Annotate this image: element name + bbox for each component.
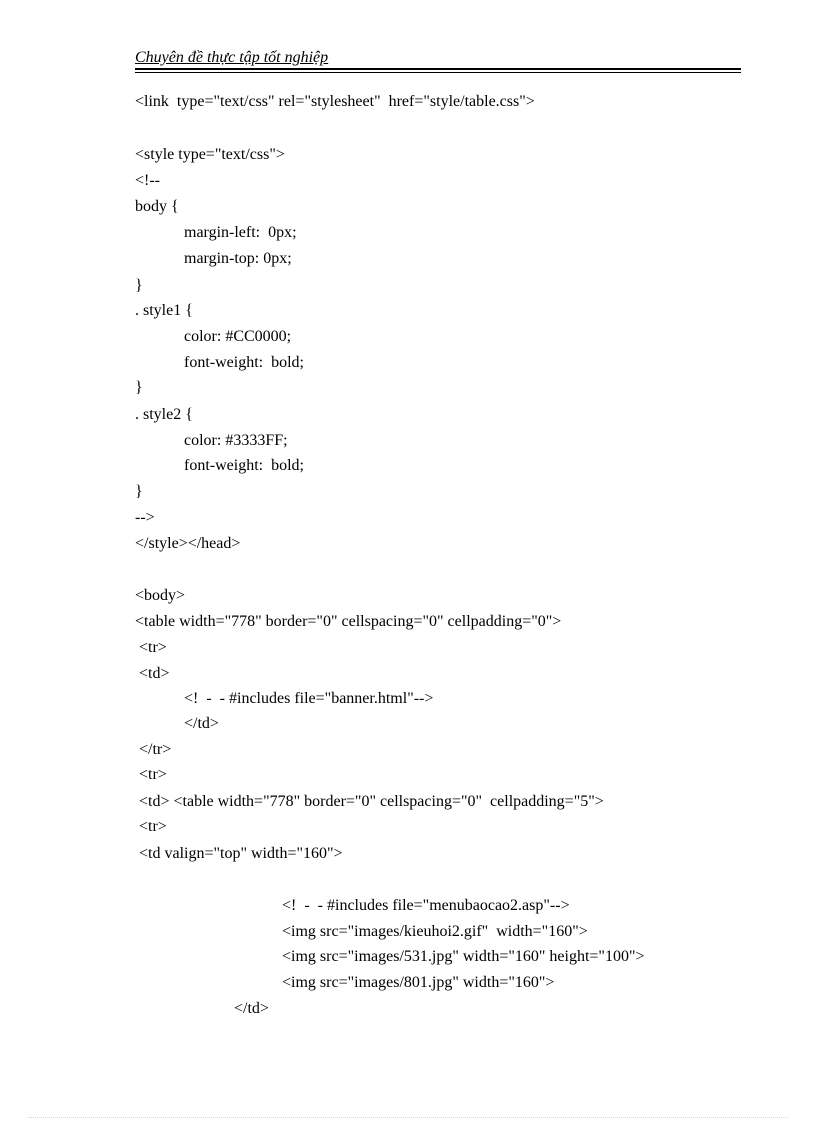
code-line: <tr> [135, 766, 167, 783]
code-line: color: #CC0000; [184, 328, 292, 345]
page-bottom-border [28, 1117, 788, 1118]
code-line: <body> [135, 587, 186, 604]
code-line: </td> [184, 715, 219, 732]
code-line: <link type="text/css" rel="stylesheet" href="style/table.css"> [135, 93, 535, 110]
code-line: margin-top: 0px; [184, 250, 292, 267]
code-line: <! - - #includes file="banner.html"--> [184, 690, 434, 707]
code-line: <! - - #includes file="menubaocao2.asp"--> [282, 897, 570, 914]
code-line: } [135, 483, 143, 500]
code-line: <tr> [135, 818, 167, 835]
code-line: . style1 { [135, 302, 193, 319]
code-line: color: #3333FF; [184, 432, 288, 449]
code-line: . style2 { [135, 406, 193, 423]
code-line: </tr> [135, 741, 172, 758]
code-line: <table width="778" border="0" cellspacing="0" cellpadding="0"> [135, 613, 562, 630]
code-line: <img src="images/801.jpg" width="160"> [282, 974, 555, 991]
code-line: <style type="text/css"> [135, 146, 285, 163]
code-line: <img src="images/kieuhoi2.gif" width="160"> [282, 923, 588, 940]
code-line: margin-left: 0px; [184, 224, 297, 241]
header-rule [135, 68, 741, 70]
code-line: <img src="images/531.jpg" width="160" height="100"> [282, 948, 645, 965]
code-line: <td valign="top" width="160"> [135, 845, 343, 862]
code-line: } [135, 277, 143, 294]
page-header [135, 49, 741, 73]
code-line: font-weight: bold; [184, 354, 304, 371]
code-line: <td> [135, 665, 170, 682]
code-line: </td> [234, 1000, 269, 1017]
code-line: <!-- [135, 172, 161, 189]
code-line: --> [135, 509, 155, 526]
code-line: <td> <table width="778" border="0" cellspacing="0" cellpadding="5"> [135, 793, 604, 810]
code-line: <tr> [135, 639, 167, 656]
header-rule-thin [135, 72, 741, 73]
code-line: } [135, 379, 143, 396]
code-line: </style></head> [135, 535, 241, 552]
code-line: body { [135, 198, 179, 215]
header-title: Chuyên đề thực tập tốt nghiệp [135, 49, 329, 66]
code-line: font-weight: bold; [184, 457, 304, 474]
